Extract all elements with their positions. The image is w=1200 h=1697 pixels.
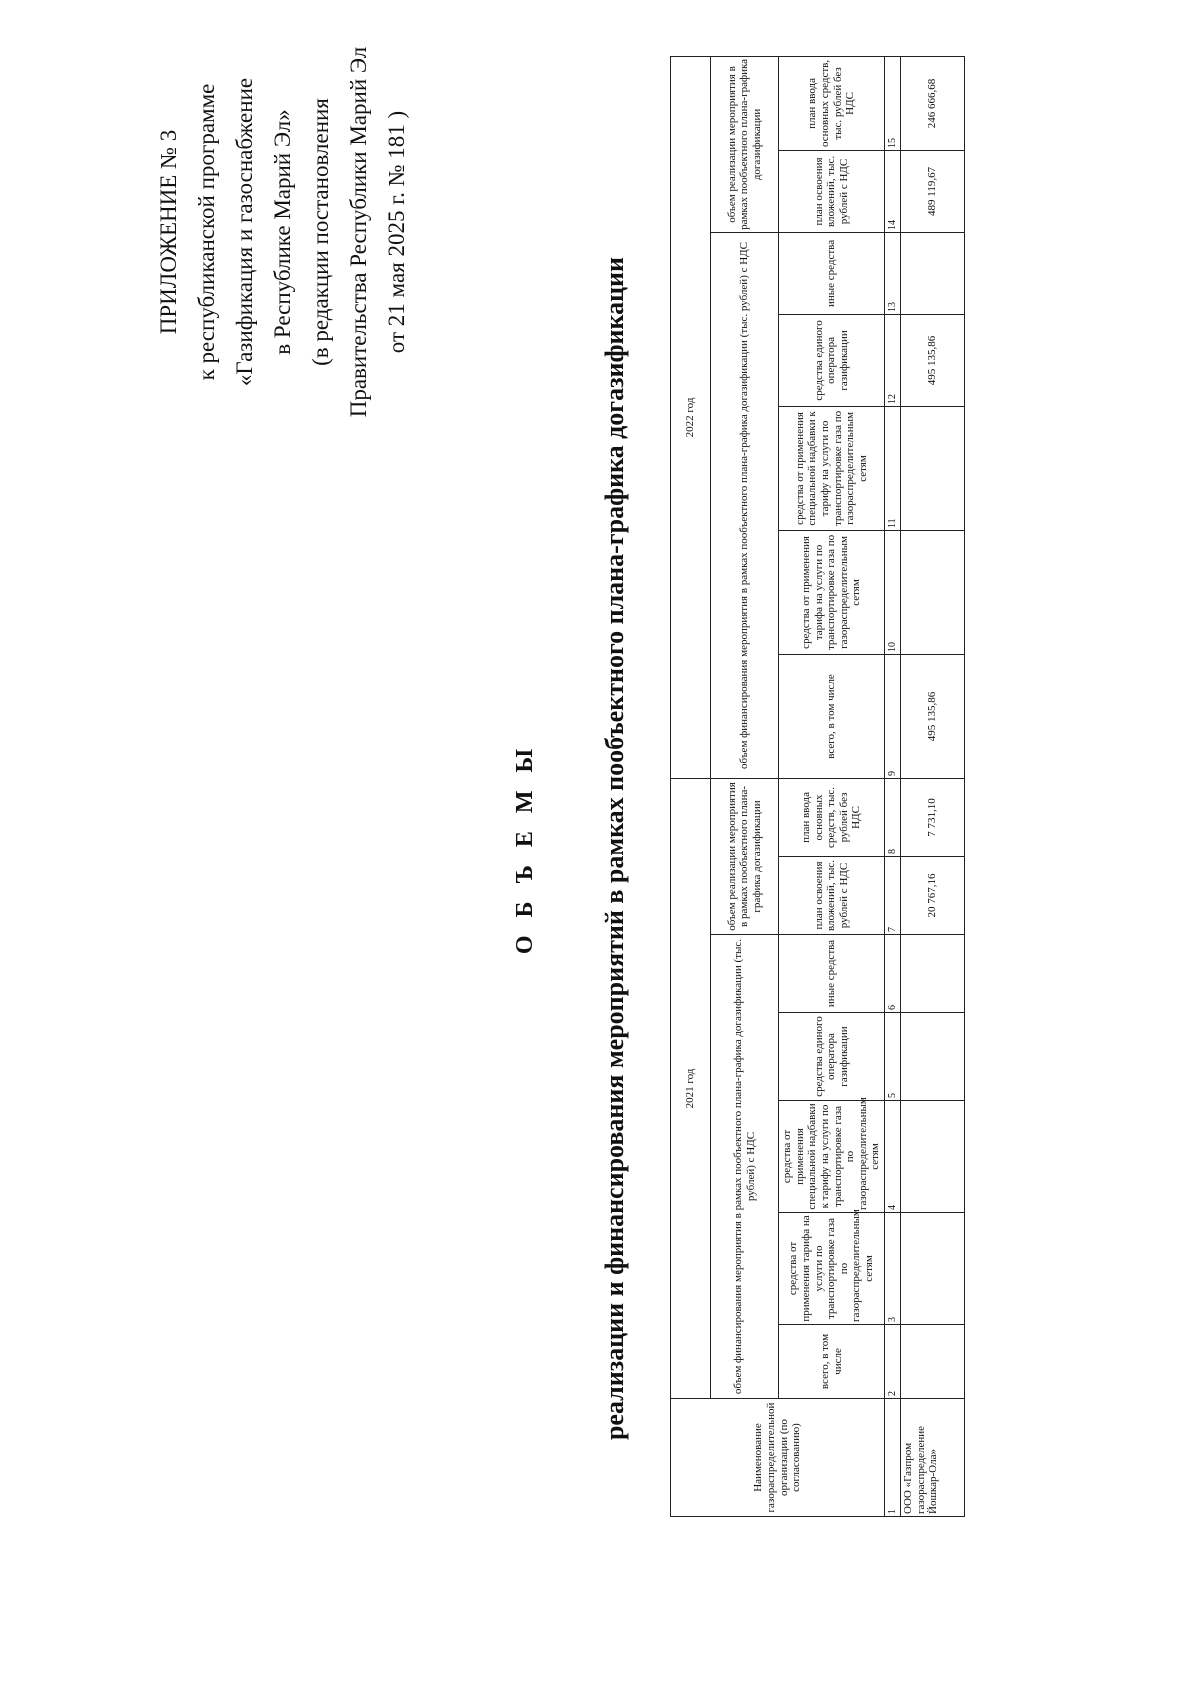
header-row-years bbox=[671, 56, 711, 1516]
year-2022-header: 2022 год bbox=[671, 56, 711, 778]
column-number: 15 bbox=[885, 56, 901, 150]
column-number: 6 bbox=[885, 935, 901, 1013]
column-number: 3 bbox=[885, 1213, 901, 1325]
cell-value: 20 767,16 bbox=[901, 857, 965, 935]
org-header: Наименование газораспределительной организации (по согласованию) bbox=[671, 1399, 885, 1517]
cell-value bbox=[901, 935, 965, 1013]
fin-group-2021: объем финансирования мероприятия в рамках пообъектного плана-графика догазификации (тыс. рублей) с НДС bbox=[711, 935, 779, 1399]
column-number: 1 bbox=[885, 1399, 901, 1517]
cell-value bbox=[901, 406, 965, 530]
cell-value bbox=[901, 530, 965, 654]
org-name: ООО «Газпром газораспределение Йошкар-Ола» bbox=[901, 1399, 965, 1517]
col-special: средства от применения специальной надбавки к тарифу на услуги по транспортировке газа по газораспределительным сетям bbox=[779, 406, 885, 530]
approval-line: Правительства Республики Марий Эл bbox=[346, 46, 371, 418]
plan-table bbox=[670, 56, 965, 1517]
col-special: средства от применения специальной надбавки к тарифу на услуги по транспортировке газа по газораспределительным сетям bbox=[779, 1101, 885, 1213]
cell-value bbox=[901, 1013, 965, 1101]
cell-value: 246 666,68 bbox=[901, 56, 965, 150]
col-tariff: средства от применения тарифа на услуги по транспортировке газа по газораспределительным сетям bbox=[779, 1213, 885, 1325]
column-number: 7 bbox=[885, 857, 901, 935]
approval-line: от 21 мая 2025 г. № 181 ) bbox=[384, 110, 409, 354]
col-assets: план ввода основных средств, тыс. рублей без НДС bbox=[779, 56, 885, 150]
column-number: 10 bbox=[885, 530, 901, 654]
document-title: О Б Ъ Е М Ы bbox=[512, 742, 538, 955]
approval-line: «Газификация и газоснабжение bbox=[232, 77, 257, 387]
cell-value bbox=[901, 1325, 965, 1399]
col-invest: план освоения вложений, тыс. рублей с НДС bbox=[779, 150, 885, 232]
cell-value bbox=[901, 1101, 965, 1213]
cell-value bbox=[901, 1213, 965, 1325]
col-total: всего, в том числе bbox=[779, 1325, 885, 1399]
col-other: иные средства bbox=[779, 232, 885, 314]
column-numbers-row bbox=[885, 56, 901, 1516]
col-operator: средства единого оператора газификации bbox=[779, 314, 885, 406]
year-2021-header: 2021 год bbox=[671, 778, 711, 1398]
column-number: 11 bbox=[885, 406, 901, 530]
column-number: 5 bbox=[885, 1013, 901, 1101]
header-row-groups bbox=[711, 56, 779, 1516]
approval-line: ПРИЛОЖЕНИЕ № 3 bbox=[156, 129, 181, 335]
document-subtitle: реализации и финансирования мероприятий в рамках пообъектного плана-графика догазификации bbox=[600, 256, 629, 1441]
cell-value: 495 135,86 bbox=[901, 654, 965, 778]
approval-stamp bbox=[150, 0, 416, 472]
column-number: 14 bbox=[885, 150, 901, 232]
cell-value: 495 135,86 bbox=[901, 314, 965, 406]
col-operator: средства единого оператора газификации bbox=[779, 1013, 885, 1101]
header-row-columns bbox=[779, 56, 885, 1516]
approval-line: (в редакции постановления bbox=[308, 98, 333, 366]
column-number: 4 bbox=[885, 1101, 901, 1213]
cell-value: 489 119,67 bbox=[901, 150, 965, 232]
table-row bbox=[901, 56, 965, 1516]
approval-line: в Республике Марий Эл» bbox=[270, 109, 295, 355]
col-tariff: средства от применения тарифа на услуги по транспортировке газа по газораспределительным сетям bbox=[779, 530, 885, 654]
fin-group-2022: объем финансирования мероприятия в рамках пообъектного плана-графика догазификации (тыс. рублей) с НДС bbox=[711, 232, 779, 778]
approval-line: к республиканской программе bbox=[194, 83, 219, 381]
column-number: 9 bbox=[885, 654, 901, 778]
real-group-2022: объем реализации мероприятия в рамках пообъектного плана-графика догазификации bbox=[711, 56, 779, 232]
col-other: иные средства bbox=[779, 935, 885, 1013]
cell-value bbox=[901, 232, 965, 314]
real-group-2021: объем реализации мероприятия в рамках пообъектного плана-графика догазификации bbox=[711, 778, 779, 934]
column-number: 2 bbox=[885, 1325, 901, 1399]
column-number: 12 bbox=[885, 314, 901, 406]
cell-value: 7 731,10 bbox=[901, 778, 965, 856]
col-invest: план освоения вложений, тыс. рублей с НДС bbox=[779, 857, 885, 935]
col-assets: план ввода основных средств, тыс. рублей без НДС bbox=[779, 778, 885, 856]
column-number: 13 bbox=[885, 232, 901, 314]
column-number: 8 bbox=[885, 778, 901, 856]
col-total: всего, в том числе bbox=[779, 654, 885, 778]
